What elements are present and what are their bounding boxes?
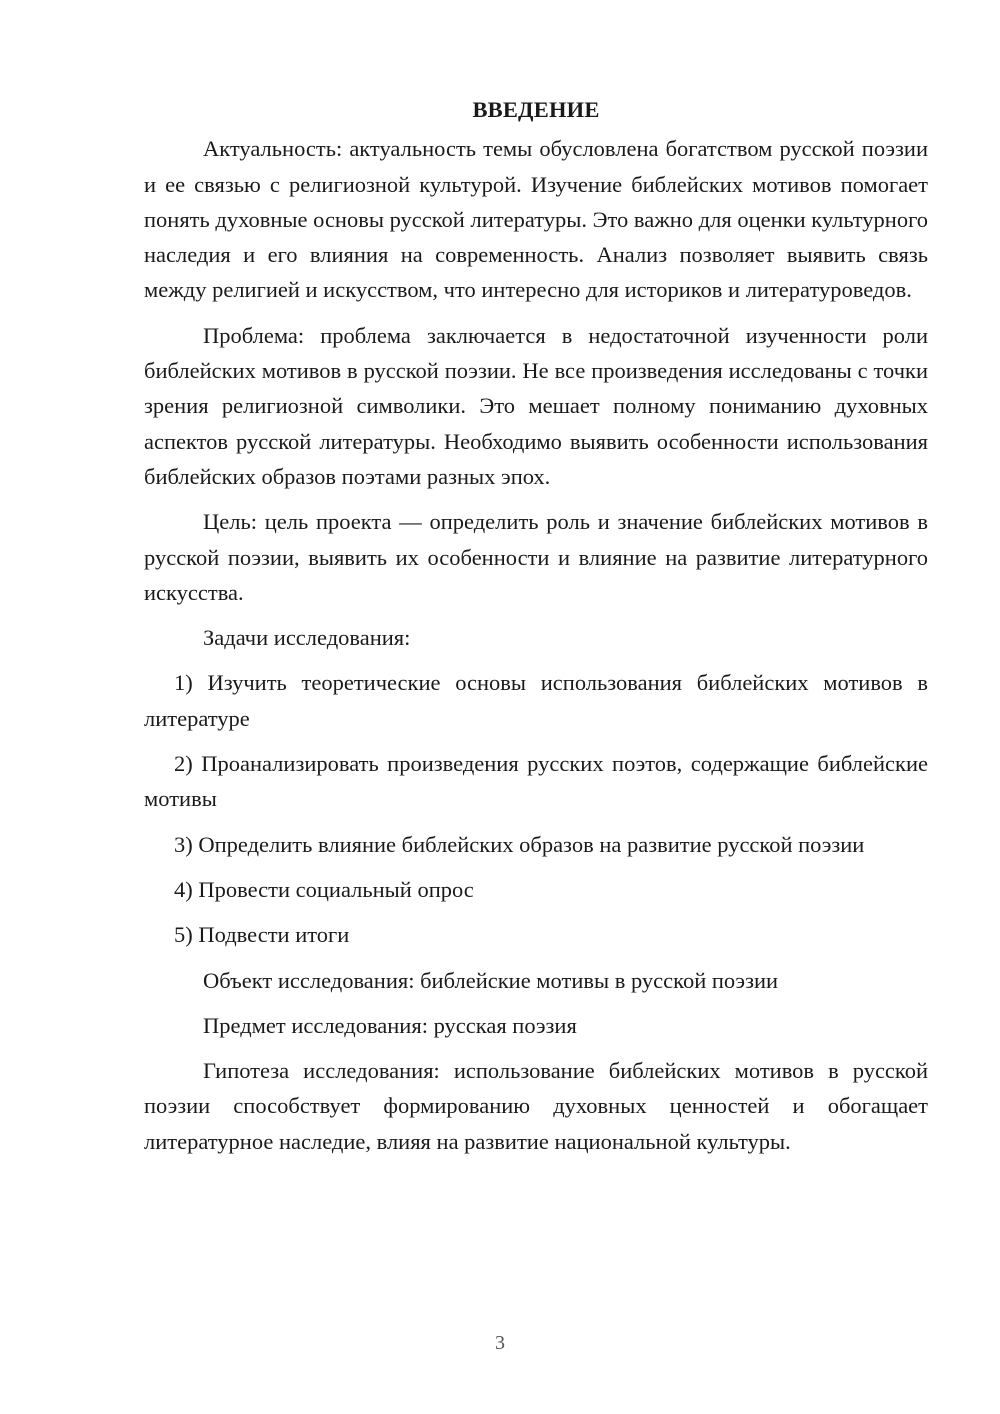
task-item: 1) Изучить теоретические основы использования библейских мотивов в литературе	[144, 670, 928, 731]
relevance-paragraph: Актуальность: актуальность темы обусловлена богатством русской поэзии и ее связью с религиозной культурой. Изучение библейских мотивов помогает понять духовные основы русской литературы. Это важно для оценки культурного наследия и его влияния на современность. Анализ позволяет выявить связь между религией и искусством, что интересно для историков и литературоведов.	[144, 136, 928, 303]
section-title: ВВЕДЕНИЕ	[472, 97, 600, 122]
research-subject: Предмет исследования: русская поэзия	[203, 1012, 577, 1038]
problem-paragraph: Проблема: проблема заключается в недостаточной изученности роли библейских мотивов в русской поэзии. Не все произведения исследованы с точки зрения религиозной символики. Это мешает полному пониманию духовных аспектов русской литературы. Необходимо выявить особенности использования библейских образов поэтами разных эпох.	[144, 322, 928, 489]
task-item: 5) Подвести итоги	[174, 922, 350, 948]
page-content	[144, 92, 928, 1169]
goal-paragraph: Цель: цель проекта — определить роль и значение библейских мотивов в русской поэзии, выявить их особенности и влияние на развитие литературного искусства.	[144, 509, 928, 605]
research-object: Объект исследования: библейские мотивы в русской поэзии	[203, 967, 779, 993]
task-item: 4) Провести социальный опрос	[174, 876, 474, 902]
tasks-heading: Задачи исследования:	[203, 625, 411, 651]
hypothesis-paragraph: Гипотеза исследования: использование библейских мотивов в русской поэзии способствует формированию духовных ценностей и обогащает литературное наследие, влияя на развитие национальной культуры.	[144, 1058, 928, 1154]
task-item: 3) Определить влияние библейских образов на развитие русской поэзии	[174, 831, 865, 857]
task-item: 2) Проанализировать произведения русских поэтов, содержащие библейские мотивы	[144, 751, 928, 812]
page-number: 3	[495, 1332, 505, 1354]
